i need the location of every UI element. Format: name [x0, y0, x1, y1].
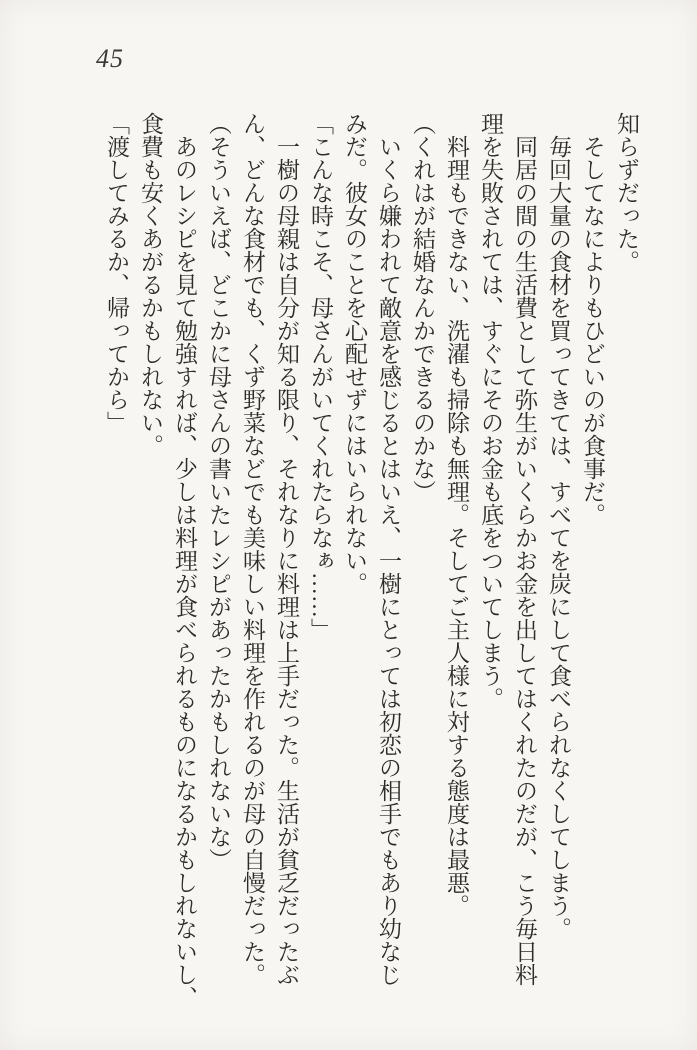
text-column: 毎回大量の食材を買ってきては、すべてを炭にして食べられなくしてしまう。 — [546, 135, 571, 940]
text-column: （そういえば、どこかに母さんの書いたレシピがあったかもしれないな） — [206, 112, 231, 871]
text-column: 一樹の母親は自分が知る限り、それなりに料理は上手だった。生活が貧乏だったぶ — [274, 135, 299, 986]
text-column: ん、どんな食材でも、くず野菜などでも美味しい料理を作れるのが母の自慢だった。 — [240, 112, 265, 986]
text-column: 食費も安くあがるかもしれない。 — [138, 112, 163, 457]
text-column: 知らずだった。 — [614, 112, 639, 273]
text-column: 料理もできない、洗濯も掃除も無理。そしてご主人様に対する態度は最悪。 — [444, 135, 469, 917]
text-block — [99, 112, 643, 1012]
text-column: みだ。彼女のことを心配せずにはいられない。 — [342, 112, 367, 595]
text-column: いくら嫌われて敵意を感じるとはいえ、一樹にとっては初恋の相手でもあり幼なじ — [376, 135, 401, 986]
page-number: 45 — [96, 44, 124, 73]
text-column: 「渡してみるか、帰ってから」 — [104, 112, 129, 434]
text-column: （くれはが結婚なんかできるのかな） — [410, 112, 435, 503]
text-column: 理を失敗されては、すぐにそのお金も底をついてしまう。 — [478, 112, 503, 710]
text-column: そしてなによりもひどいのが食事だ。 — [580, 135, 605, 526]
text-column: あのレシピを見て勉強すれば、少しは料理が食べられるものになるかもしれないし、 — [172, 135, 197, 1009]
text-column: 「こんな時こそ、母さんがいてくれたらなぁ……」 — [308, 112, 333, 641]
text-column: 同居の間の生活費として弥生がいくらかお金を出してはくれたのだが、こう毎日料 — [512, 135, 537, 986]
